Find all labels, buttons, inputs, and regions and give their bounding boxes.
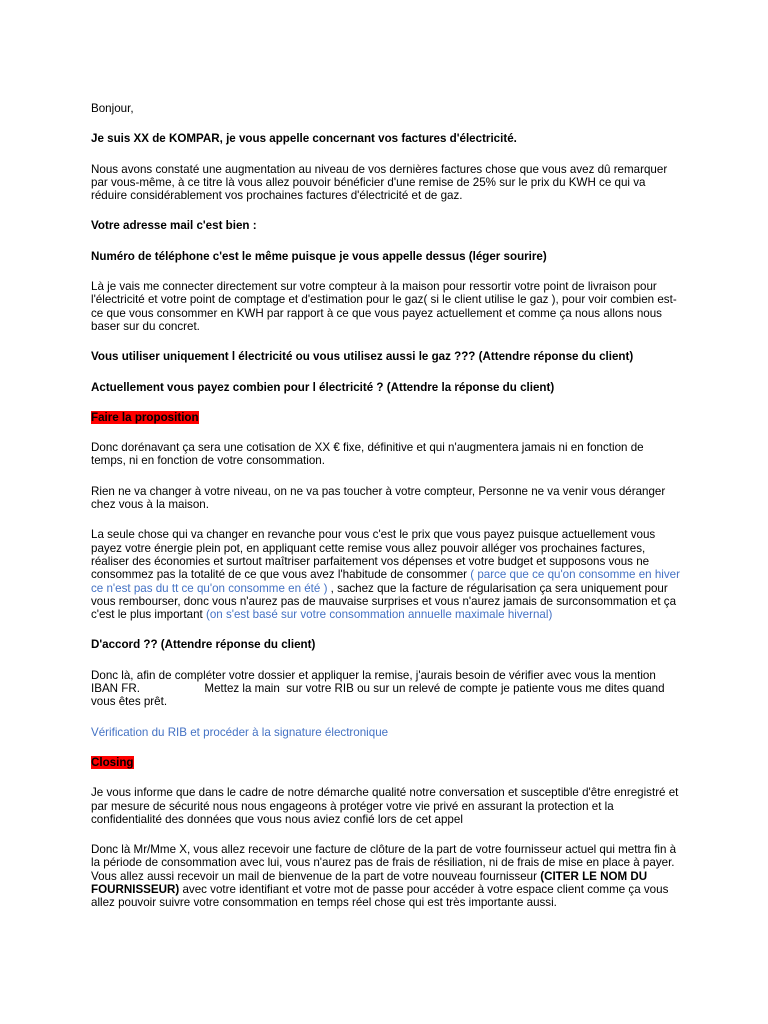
highlighted-heading-closing: Closing — [91, 755, 134, 769]
paragraph-verification: Vérification du RIB et procéder à la signature électronique — [91, 725, 389, 739]
heading-proposition — [91, 411, 681, 424]
intro-line: Je suis XX de KOMPAR, je vous appelle concernant vos factures d'électricité. — [91, 132, 517, 146]
paragraph-seule-chose — [91, 528, 681, 621]
final-text-2: avec votre identifiant et votre mot de passe pour accéder à votre espace client comme ça vous allez pouvoir suivre votre consommation en temps réel chose qui est très importante aussi. — [91, 882, 669, 910]
question-energie: Vous utiliser uniquement l électricité ou vous utilisez aussi le gaz ??? (Attendre réponse du client) — [91, 350, 634, 364]
highlighted-heading-proposition: Faire la proposition — [91, 410, 199, 424]
document-body — [91, 102, 681, 910]
iban-text-2: Mettez la main sur votre RIB ou sur un relevé de compte je patiente vous me dites quand vous êtes prêt. — [91, 682, 668, 709]
question-email: Votre adresse mail c'est bien : — [91, 219, 257, 233]
paragraph-qualite: Je vous informe que dans le cadre de notre démarche qualité notre conversation et susceptible d'être enregistré et par mesure de sécurité nous nous engageons à protéger votre vie privé en assurant la protection et la confidentialité des données que vous nous aviez confié lors de cet appel — [91, 786, 679, 826]
heading-closing — [91, 756, 681, 769]
paragraph-rien: Rien ne va changer à votre niveau, on ne va pas toucher à votre compteur, Personne ne va venir vous déranger chez vous à la maison. — [91, 484, 666, 512]
paragraph-compteur: Là je vais me connecter directement sur votre compteur à la maison pour ressortir votre point de livraison pour l'électricité et votre point de comptage et d'estimation pour le gaz( si le client utilise le gaz ), pour voir combien est-ce que vous consommer en KWH par rapport à ce que vous payez actuellement et comme ça nous allons nous baser sur du concret. — [91, 280, 677, 333]
seule-text-2: , sachez que la facture de régularisation ça sera uniquement pour vous rembourser, donc vous n'aurez pas de mauvaise surprises et vous n'aurez jamais de surconsommation et ça c'est le plus important — [91, 581, 677, 622]
question-prix: Actuellement vous payez combien pour l électricité ? (Attendre la réponse du client) — [91, 380, 555, 394]
paragraph-cotisation: Donc dorénavant ça sera une cotisation de XX € fixe, définitive et qui n'augmentera jamais ni en fonction de temps, ni en fonction de votre consommation. — [91, 441, 644, 468]
iban-text-1: Donc là, afin de compléter votre dossier et appliquer la remise, j'aurais besoin de vérifier avec vous la mention IBAN FR. — [91, 668, 660, 696]
question-accord: D'accord ?? (Attendre réponse du client) — [91, 638, 316, 652]
question-phone: Numéro de téléphone c'est le même puisque je vous appelle dessus (léger sourire) — [91, 249, 547, 263]
paragraph-iban — [91, 669, 681, 709]
seule-note-hiver: ( parce que ce qu'on consomme en hiver ce n'est pas du tt ce qu'on consomme en été ) — [91, 568, 680, 595]
final-text-1: Donc là Mr/Mme X, vous allez recevoir une facture de clôture de la part de votre fournisseur actuel qui mettra fin à la période de consommation avec lui, vous n'aurez pas de frais de résiliation, ni de frais de mise en place à payer. Vous allez aussi recevoir un mail de bienvenue de la part de votre nouveau fournisseur — [91, 843, 677, 883]
final-citer-fournisseur: (CITER LE NOM DU FOURNISSEUR) — [91, 869, 648, 896]
greeting: Bonjour, — [91, 102, 134, 115]
iban-gap — [140, 682, 204, 695]
seule-note-consommation: (on s'est basé sur votre consommation annuelle maximale hivernal) — [205, 608, 553, 622]
paragraph-final — [91, 843, 681, 909]
paragraph-augmentation: Nous avons constaté une augmentation au niveau de vos dernières factures chose que vous avez dû remarquer par vous-même, à ce titre là vous allez pouvoir bénéficier d'une remise de 25% sur le prix du KWH ce qui va réduire considérablement vos prochaines factures d'électricité et de gaz. — [91, 162, 668, 203]
seule-text-1: La seule chose qui va changer en revanche pour vous c'est le prix que vous payez puisque actuellement vous payez votre énergie plein pot, en appliquant cette remise vous allez pouvoir alléger vos prochaines factures, réaliser des économies et surtout maîtriser parfaitement vos dépenses et votre budget et supposons vous ne consommez pas la totalité de ce que vous avez l'habitude de consommer — [91, 528, 656, 582]
